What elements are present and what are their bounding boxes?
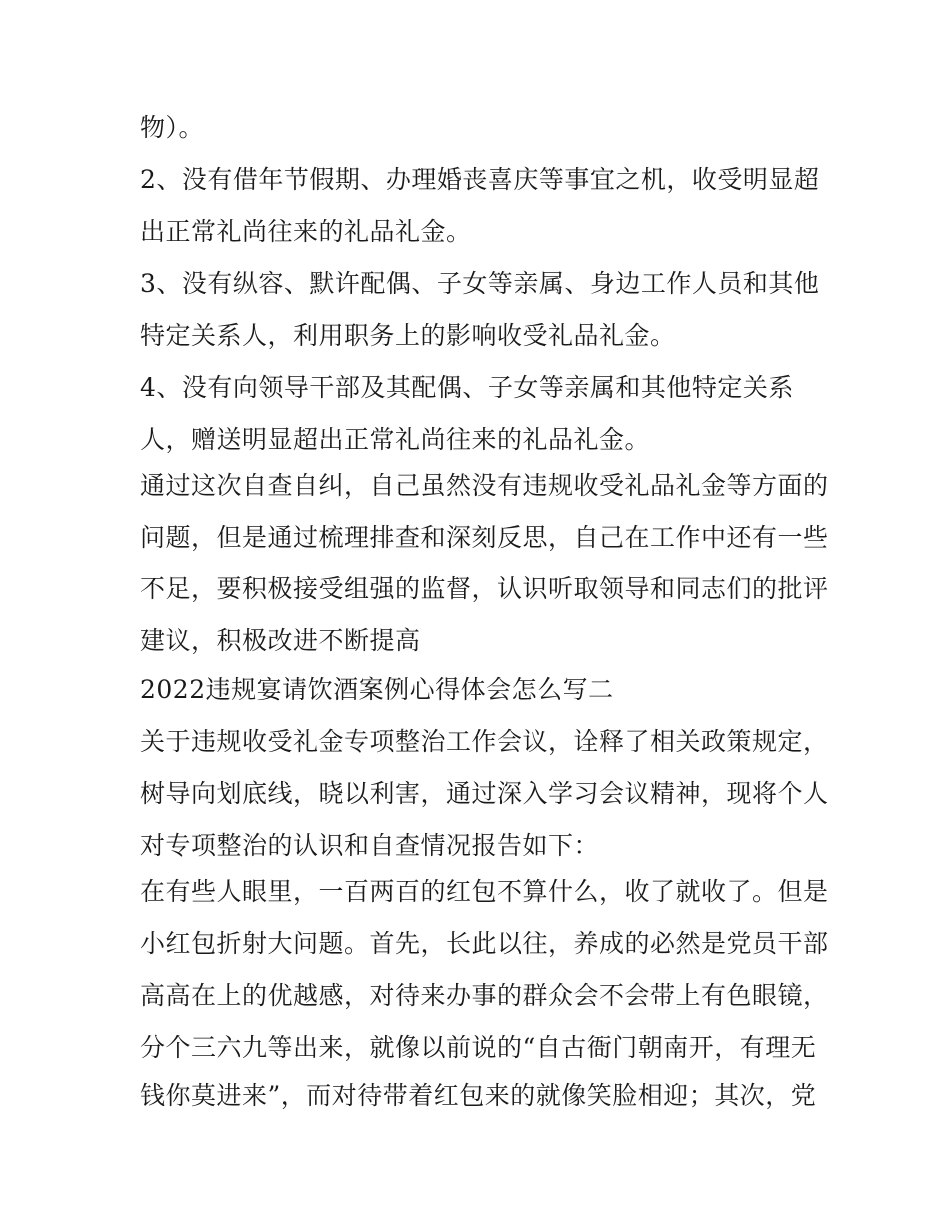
text-line: 树导向划底线，晓以利害，通过深入学习会议精神，现将个人 — [140, 779, 829, 808]
text-line: 建议，积极改进不断提高 — [140, 626, 421, 655]
text-line: 小红包折射大问题。首先，长此以往，养成的必然是党员干部 — [140, 929, 829, 958]
text-line: 2、没有借年节假期、办理婚丧喜庆等事宜之机，收受明显超 — [140, 165, 820, 194]
text-line: 特定关系人，利用职务上的影响收受礼品礼金。 — [140, 321, 676, 350]
text-line: 人，赠送明显超出正常礼尚往来的礼品礼金。 — [140, 425, 651, 454]
section-heading: 2022违规宴请饮酒案例心得体会怎么写二 — [140, 675, 614, 704]
text-line: 3、没有纵容、默许配偶、子女等亲属、身边工作人员和其他 — [140, 269, 820, 298]
text-line: 关于违规收受礼金专项整治工作会议，诠释了相关政策规定， — [140, 727, 829, 756]
text-line: 4、没有向领导干部及其配偶、子女等亲属和其他特定关系 — [140, 373, 794, 402]
text-line: 分个三六九等出来，就像以前说的“自古衙门朝南开，有理无 — [140, 1033, 817, 1062]
text-line: 高高在上的优越感，对待来办事的群众会不会带上有色眼镜， — [140, 981, 829, 1010]
text-line: 在有些人眼里，一百两百的红包不算什么，收了就收了。但是 — [140, 877, 829, 906]
text-line: 钱你莫进来”，而对待带着红包来的就像笑脸相迎；其次，党 — [140, 1081, 817, 1110]
text-line: 不足，要积极接受组强的监督，认识听取领导和同志们的批评 — [140, 574, 829, 603]
text-line: 物）。 — [140, 113, 205, 142]
text-line: 问题，但是通过梳理排查和深刻反思，自己在工作中还有一些 — [140, 523, 829, 552]
text-line: 对专项整治的认识和自查情况报告如下： — [140, 831, 600, 860]
text-line: 出正常礼尚往来的礼品礼金。 — [140, 217, 472, 246]
text-line: 通过这次自查自纠，自己虽然没有违规收受礼品礼金等方面的 — [140, 471, 829, 500]
